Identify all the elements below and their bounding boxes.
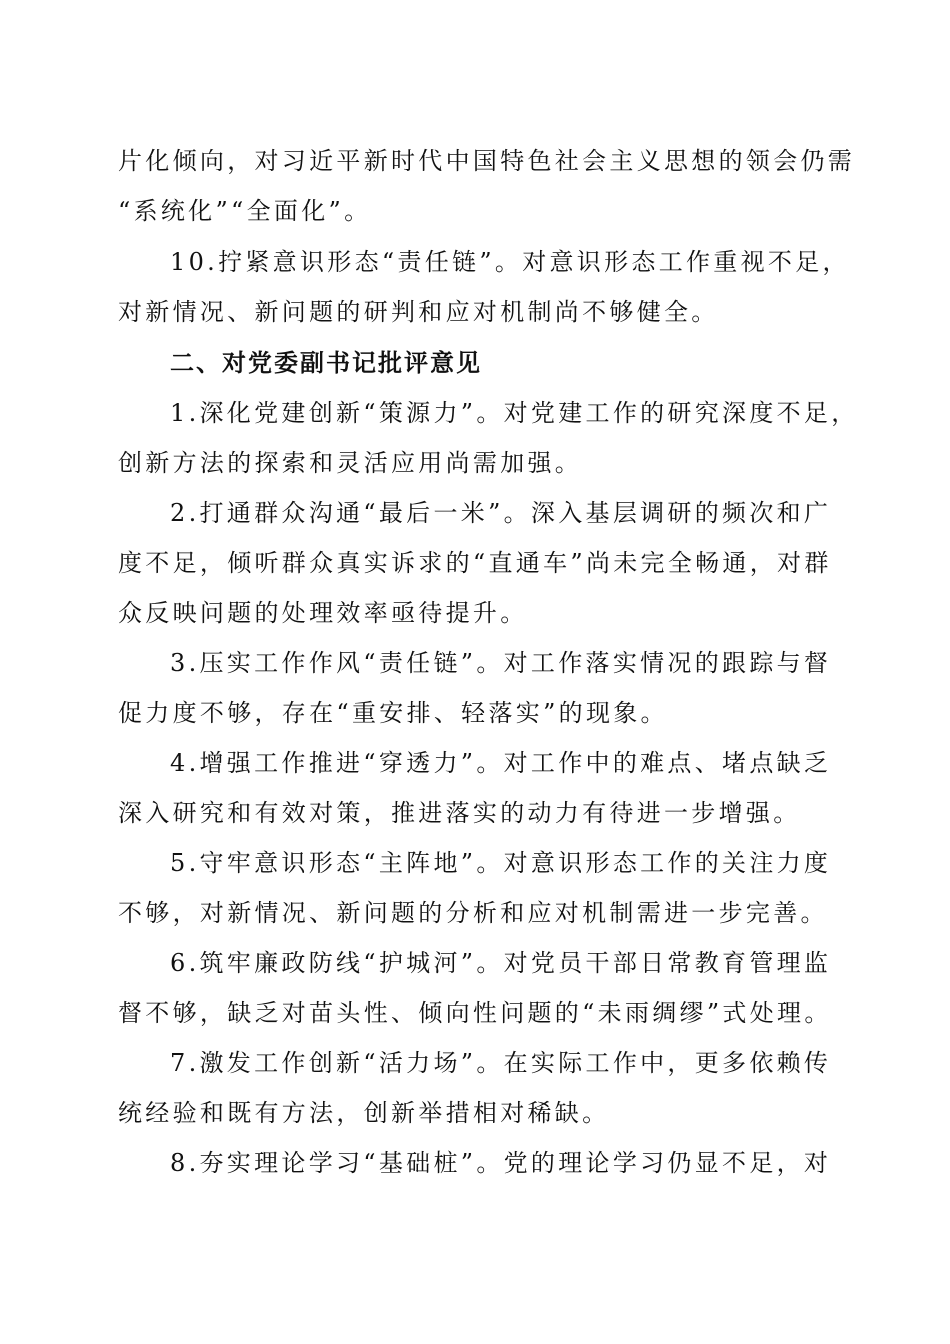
paragraph-line: 10.拧紧意识形态“责任链”。对意识形态工作重视不足， [170,248,850,276]
paragraph-line: 对新情况、新问题的研判和应对机制尚不够健全。 [118,298,719,326]
paragraph-line: 6.筑牢廉政防线“护城河”。对党员干部日常教育管理监 [170,949,832,977]
paragraph-line: 促力度不够，存在“重安排、轻落实”的现象。 [118,699,668,727]
paragraph-line: 创新方法的探索和灵活应用尚需加强。 [118,449,583,477]
paragraph-line: 7.激发工作创新“活力场”。在实际工作中，更多依赖传 [170,1049,832,1077]
paragraph-line: “系统化”“全面化”。 [118,197,372,225]
paragraph-line: 2.打通群众沟通“最后一米”。深入基层调研的频次和广 [170,499,832,527]
paragraph-line: 4.增强工作推进“穿透力”。对工作中的难点、堵点缺乏 [170,749,832,777]
paragraph-line: 度不足，倾听群众真实诉求的“直通车”尚未完全畅通，对群 [118,549,832,577]
paragraph-line: 众反映问题的处理效率亟待提升。 [118,599,528,627]
paragraph-line: 3.压实工作作风“责任链”。对工作落实情况的跟踪与督 [170,649,832,677]
paragraph-line: 不够，对新情况、新问题的分析和应对机制需进一步完善。 [118,899,828,927]
paragraph-line: 统经验和既有方法，创新举措相对稀缺。 [118,1099,610,1127]
paragraph-line: 1.深化党建创新“策源力”。对党建工作的研究深度不足， [170,399,859,427]
paragraph-line: 8.夯实理论学习“基础桩”。党的理论学习仍显不足，对 [170,1149,832,1177]
paragraph-line: 深入研究和有效对策，推进落实的动力有待进一步增强。 [118,799,801,827]
paragraph-line: 片化倾向，对习近平新时代中国特色社会主义思想的领会仍需 [118,147,856,175]
paragraph-line: 督不够，缺乏对苗头性、倾向性问题的“未雨绸缪”式处理。 [118,999,832,1027]
paragraph-line: 5.守牢意识形态“主阵地”。对意识形态工作的关注力度 [170,849,832,877]
section-heading: 二、对党委副书记批评意见 [170,348,482,377]
